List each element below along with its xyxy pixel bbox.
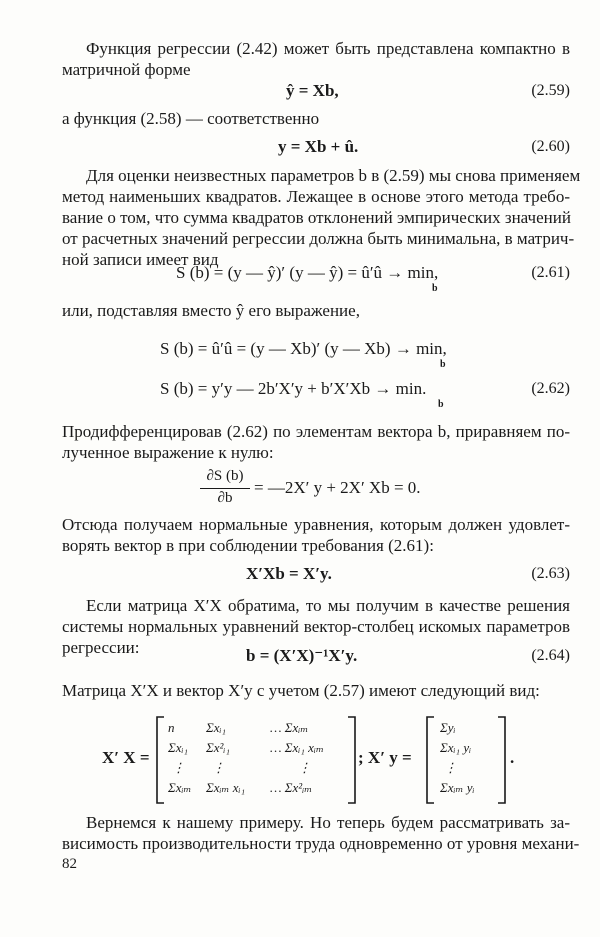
derivative-equation: = —2X′ y + 2X′ Xb = 0. <box>254 478 421 497</box>
fraction-numerator: ∂S (b) <box>206 468 244 484</box>
equation-number: (2.60) <box>531 138 570 155</box>
para1-line: матричной форме <box>62 60 191 79</box>
para5-line: лученное выражение к нулю: <box>62 443 274 462</box>
vector-lhs: ; X′ y = <box>358 748 412 767</box>
equation-number: (2.64) <box>531 647 570 664</box>
matrix-cell: Σxᵢ₁ <box>168 740 189 755</box>
para3-line: метод наименьших квадратов. Лежащее в основе этого метода требо- <box>62 187 570 206</box>
equation-number: (2.62) <box>531 380 570 397</box>
vector-cell: Σyᵢ <box>440 720 456 735</box>
matrix-cell: Σx²ᵢ₁ <box>206 740 230 755</box>
text-line: или, подставляя вместо ŷ его выражение, <box>62 301 360 320</box>
matrix-cell: … Σx²ᵢₘ <box>270 780 313 795</box>
min-subscript: b <box>432 283 438 294</box>
matrix-end-period: . <box>510 748 515 767</box>
para3-line: от расчетных значений регрессии должна быть минимальна, в матрич- <box>62 229 575 248</box>
para3-line: вание о том, что сумма квадратов отклонений эмпирических значений <box>62 208 571 227</box>
matrix-cell: Σxᵢₘ <box>168 780 192 795</box>
para7-line: регрессии: <box>62 638 140 657</box>
right-bracket <box>346 715 358 805</box>
matrix-cell: ⋮ <box>298 760 311 775</box>
equation-number: (2.59) <box>531 82 570 99</box>
equation-number: (2.61) <box>531 264 570 281</box>
matrix-cell: … Σxᵢ₁ xᵢₘ <box>270 740 324 755</box>
matrix-lhs: X′ X = <box>102 748 150 767</box>
equation-sum-squares: S (b) = û′û = (y — Xb)′ (y — Xb) → min, <box>160 339 447 358</box>
para6-line: ворять вектор в при соблюдении требования (2.61): <box>62 536 434 555</box>
para9-line: висимость производительности труда одновременно от уровня механи- <box>62 834 580 853</box>
equation-number: (2.63) <box>531 565 570 582</box>
vector-right-bracket <box>496 715 508 805</box>
matrix-cell: Σxᵢₘ xᵢ₁ <box>206 780 246 795</box>
min-subscript: b <box>440 359 446 370</box>
para1-line: Функция регрессии (2.42) может быть представлена компактно в <box>86 39 570 58</box>
para9-line: Вернемся к нашему примеру. Но теперь будем рассматривать за- <box>86 813 570 832</box>
equation-2-64: b = (X′X)⁻¹X′y. <box>246 646 358 665</box>
vector-cell: Σxᵢ₁ yᵢ <box>440 740 472 755</box>
para7-line: системы нормальных уравнений вектор-столбец искомых параметров <box>62 617 570 636</box>
fraction-denominator: ∂b <box>217 490 233 506</box>
para6-line: Отсюда получаем нормальные уравнения, которым должен удовлет- <box>62 515 570 534</box>
min-subscript: b <box>438 399 444 410</box>
matrix-cell: … Σxᵢₘ <box>270 720 309 735</box>
para3-line: ной записи имеет вид <box>62 250 219 269</box>
left-bracket <box>154 715 166 805</box>
fraction-bar <box>200 488 250 489</box>
vector-cell: ⋮ <box>444 760 457 775</box>
vector-left-bracket <box>424 715 436 805</box>
text-line: Матрица X′X и вектор X′y с учетом (2.57) имеют следующий вид: <box>62 681 540 700</box>
equation-2-62: S (b) = y′y — 2b′X′y + b′X′Xb → min. <box>160 379 427 398</box>
equation-2-61: S (b) = (y — ŷ)′ (y — ŷ) = û′û → min, <box>176 263 439 282</box>
matrix-cell: Σxᵢ₁ <box>206 720 227 735</box>
para3-line: Для оценки неизвестных параметров b в (2.59) мы снова применяем <box>86 166 581 185</box>
matrix-cell: n <box>168 720 175 735</box>
equation-2-59: ŷ = Xb, <box>286 81 339 100</box>
para7-line: Если матрица X′X обратима, то мы получим в качестве решения <box>86 596 570 615</box>
page-number: 82 <box>62 856 77 872</box>
para5-line: Продифференцировав (2.62) по элементам вектора b, приравняем по- <box>62 422 570 441</box>
matrix-cell: ⋮ <box>212 760 225 775</box>
equation-2-60: y = Xb + û. <box>278 137 359 156</box>
equation-2-63: X′Xb = X′y. <box>246 564 332 583</box>
matrix-cell: ⋮ <box>172 760 185 775</box>
vector-cell: Σxᵢₘ yᵢ <box>440 780 475 795</box>
text-line: а функция (2.58) — соответственно <box>62 109 320 128</box>
